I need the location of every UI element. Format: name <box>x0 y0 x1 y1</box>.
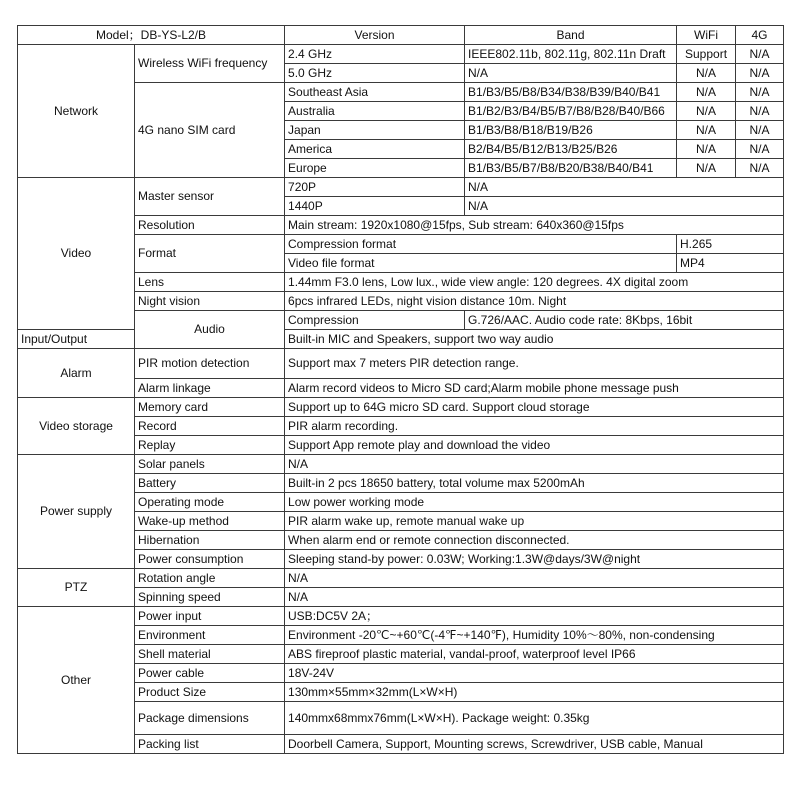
version-cell: Japan <box>285 121 465 140</box>
section-video-storage: Video storage <box>18 398 135 455</box>
table-row <box>18 45 784 64</box>
row-label-input-output: Input/Output <box>18 330 135 349</box>
band-cell: IEEE802.11b, 802.11g, 802.11n Draft <box>465 45 677 64</box>
format-name-cell: Compression format <box>285 235 677 254</box>
table-row <box>18 607 784 626</box>
row-label-solar: Solar panels <box>135 455 285 474</box>
value-cell: N/A <box>285 455 784 474</box>
value-cell: G.726/AAC. Audio code rate: 8Kbps, 16bit <box>465 311 784 330</box>
row-label-packing-list: Packing list <box>135 735 285 754</box>
value-cell: 1.44mm F3.0 lens, Low lux., wide view angle: 120 degrees. 4X digital zoom <box>285 273 784 292</box>
row-label-night-vision: Night vision <box>135 292 285 311</box>
value-cell: Environment -20℃~+60℃(-4℉~+140℉), Humidity 10%～80%, non-condensing <box>285 626 784 645</box>
value-cell: PIR alarm wake up, remote manual wake up <box>285 512 784 531</box>
version-header: Version <box>285 26 465 45</box>
version-cell: 1440P <box>285 197 465 216</box>
table-row <box>18 569 784 588</box>
row-label-shell-material: Shell material <box>135 645 285 664</box>
table-row <box>18 398 784 417</box>
value-cell: PIR alarm recording. <box>285 417 784 436</box>
band-cell: B1/B3/B8/B18/B19/B26 <box>465 121 677 140</box>
value-cell: N/A <box>285 569 784 588</box>
section-audio: Audio <box>135 311 285 349</box>
row-label-4g-sim: 4G nano SIM card <box>135 83 285 178</box>
row-label-lens: Lens <box>135 273 285 292</box>
wifi-cell: N/A <box>677 159 736 178</box>
row-label-pir: PIR motion detection <box>135 349 285 379</box>
row-label-compression: Compression <box>285 311 465 330</box>
wifi-cell: N/A <box>677 64 736 83</box>
band-cell: B1/B3/B5/B7/B8/B20/B38/B40/B41 <box>465 159 677 178</box>
row-label-battery: Battery <box>135 474 285 493</box>
table-row <box>18 330 784 349</box>
4g-cell: N/A <box>736 121 784 140</box>
row-label-environment: Environment <box>135 626 285 645</box>
row-label-power-cable: Power cable <box>135 664 285 683</box>
section-ptz: PTZ <box>18 569 135 607</box>
table-row <box>18 455 784 474</box>
value-cell: N/A <box>465 178 784 197</box>
4g-cell: N/A <box>736 64 784 83</box>
4g-cell: N/A <box>736 45 784 64</box>
value-cell: Doorbell Camera, Support, Mounting screws, Screwdriver, USB cable, Manual <box>285 735 784 754</box>
header-row <box>18 26 784 45</box>
value-cell: Support max 7 meters PIR detection range. <box>285 349 784 379</box>
section-video: Video <box>18 178 135 330</box>
band-cell: N/A <box>465 64 677 83</box>
value-cell: USB:DC5V 2A； <box>285 607 784 626</box>
band-cell: B1/B3/B5/B8/B34/B38/B39/B40/B41 <box>465 83 677 102</box>
spec-table <box>17 25 784 754</box>
value-cell: 130mm×55mm×32mm(L×W×H) <box>285 683 784 702</box>
wifi-cell: N/A <box>677 121 736 140</box>
row-label-master-sensor: Master sensor <box>135 178 285 216</box>
wifi-cell: N/A <box>677 83 736 102</box>
format-value-cell: MP4 <box>677 254 784 273</box>
format-name-cell: Video file format <box>285 254 677 273</box>
4g-header: 4G <box>736 26 784 45</box>
row-label-resolution: Resolution <box>135 216 285 235</box>
4g-cell: N/A <box>736 159 784 178</box>
row-label-format: Format <box>135 235 285 273</box>
value-cell: N/A <box>465 197 784 216</box>
value-cell: Sleeping stand-by power: 0.03W; Working:1.3W@days/3W@night <box>285 550 784 569</box>
version-cell: 5.0 GHz <box>285 64 465 83</box>
row-label-operating-mode: Operating mode <box>135 493 285 512</box>
row-label-product-size: Product Size <box>135 683 285 702</box>
row-label-spinning: Spinning speed <box>135 588 285 607</box>
version-cell: America <box>285 140 465 159</box>
row-label-alarm-linkage: Alarm linkage <box>135 379 285 398</box>
version-cell: 2.4 GHz <box>285 45 465 64</box>
row-label-memory-card: Memory card <box>135 398 285 417</box>
section-network: Network <box>18 45 135 178</box>
value-cell: ABS fireproof plastic material, vandal-proof, waterproof level IP66 <box>285 645 784 664</box>
version-cell: 720P <box>285 178 465 197</box>
value-cell: Support up to 64G micro SD card. Support cloud storage <box>285 398 784 417</box>
value-cell: N/A <box>285 588 784 607</box>
value-cell: Built-in MIC and Speakers, support two way audio <box>285 330 784 349</box>
row-label-hibernation: Hibernation <box>135 531 285 550</box>
band-cell: B1/B2/B3/B4/B5/B7/B8/B28/B40/B66 <box>465 102 677 121</box>
value-cell: Main stream: 1920x1080@15fps, Sub stream: 640x360@15fps <box>285 216 784 235</box>
section-other: Other <box>18 607 135 754</box>
version-cell: Southeast Asia <box>285 83 465 102</box>
row-label-record: Record <box>135 417 285 436</box>
wifi-cell: N/A <box>677 102 736 121</box>
table-row <box>18 178 784 197</box>
row-label-replay: Replay <box>135 436 285 455</box>
model-header: Model；DB-YS-L2/B <box>18 26 285 45</box>
row-label-rotation: Rotation angle <box>135 569 285 588</box>
row-label-power-input: Power input <box>135 607 285 626</box>
value-cell: Alarm record videos to Micro SD card;Alarm mobile phone message push <box>285 379 784 398</box>
row-label-power-consumption: Power consumption <box>135 550 285 569</box>
value-cell: Built-in 2 pcs 18650 battery, total volume max 5200mAh <box>285 474 784 493</box>
wifi-cell: Support <box>677 45 736 64</box>
band-cell: B2/B4/B5/B12/B13/B25/B26 <box>465 140 677 159</box>
value-cell: When alarm end or remote connection disconnected. <box>285 531 784 550</box>
value-cell: 140mmx68mmx76mm(L×W×H). Package weight: 0.35kg <box>285 702 784 735</box>
value-cell: Low power working mode <box>285 493 784 512</box>
value-cell: Support App remote play and download the video <box>285 436 784 455</box>
4g-cell: N/A <box>736 140 784 159</box>
band-header: Band <box>465 26 677 45</box>
row-label-wifi-frequency: Wireless WiFi frequency <box>135 45 285 83</box>
wifi-cell: N/A <box>677 140 736 159</box>
section-alarm: Alarm <box>18 349 135 398</box>
row-label-package-dimensions: Package dimensions <box>135 702 285 735</box>
row-label-wakeup: Wake-up method <box>135 512 285 531</box>
table-row <box>18 349 784 379</box>
value-cell: 18V-24V <box>285 664 784 683</box>
format-value-cell: H.265 <box>677 235 784 254</box>
value-cell: 6pcs infrared LEDs, night vision distance 10m. Night <box>285 292 784 311</box>
wifi-header: WiFi <box>677 26 736 45</box>
4g-cell: N/A <box>736 102 784 121</box>
section-power-supply: Power supply <box>18 455 135 569</box>
4g-cell: N/A <box>736 83 784 102</box>
version-cell: Australia <box>285 102 465 121</box>
version-cell: Europe <box>285 159 465 178</box>
